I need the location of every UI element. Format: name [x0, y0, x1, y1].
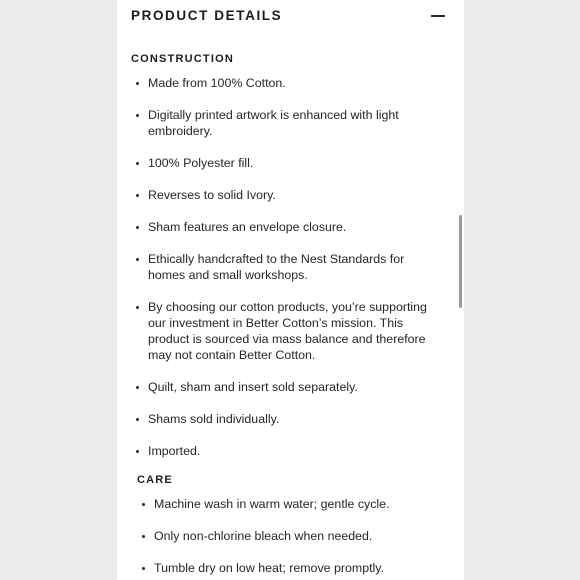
list-item: Digitally printed artwork is enhanced with light embroidery.: [148, 107, 438, 139]
product-details-panel: [117, 0, 464, 580]
list-item: Machine wash in warm water; gentle cycle.: [154, 496, 434, 512]
list-item: Tumble dry on low heat; remove promptly.: [154, 560, 434, 576]
product-details-header[interactable]: [131, 8, 445, 24]
list-item: Only non-chlorine bleach when needed.: [154, 528, 434, 544]
construction-heading: CONSTRUCTION: [131, 53, 235, 65]
product-details-title: PRODUCT DETAILS: [131, 8, 283, 23]
list-item: Reverses to solid Ivory.: [148, 187, 438, 203]
construction-list: [131, 75, 438, 459]
construction-section: [131, 53, 451, 475]
list-item: Sham features an envelope closure.: [148, 219, 438, 235]
care-heading: CARE: [137, 474, 173, 486]
list-item: Imported.: [148, 443, 438, 459]
list-item: Quilt, sham and insert sold separately.: [148, 379, 438, 395]
list-item: Shams sold individually.: [148, 411, 438, 427]
minus-icon[interactable]: [431, 15, 445, 17]
care-section: [137, 474, 457, 580]
list-item: Ethically handcrafted to the Nest Standards for homes and small workshops.: [148, 251, 438, 283]
list-item: 100% Polyester fill.: [148, 155, 438, 171]
list-item: By choosing our cotton products, you’re supporting our investment in Better Cotton’s mission. This product is sourced via mass balance and therefore may not contain Better Cotton.: [148, 299, 438, 363]
scrollbar-thumb[interactable]: [459, 215, 462, 308]
care-list: [137, 496, 434, 576]
list-item: Made from 100% Cotton.: [148, 75, 438, 91]
